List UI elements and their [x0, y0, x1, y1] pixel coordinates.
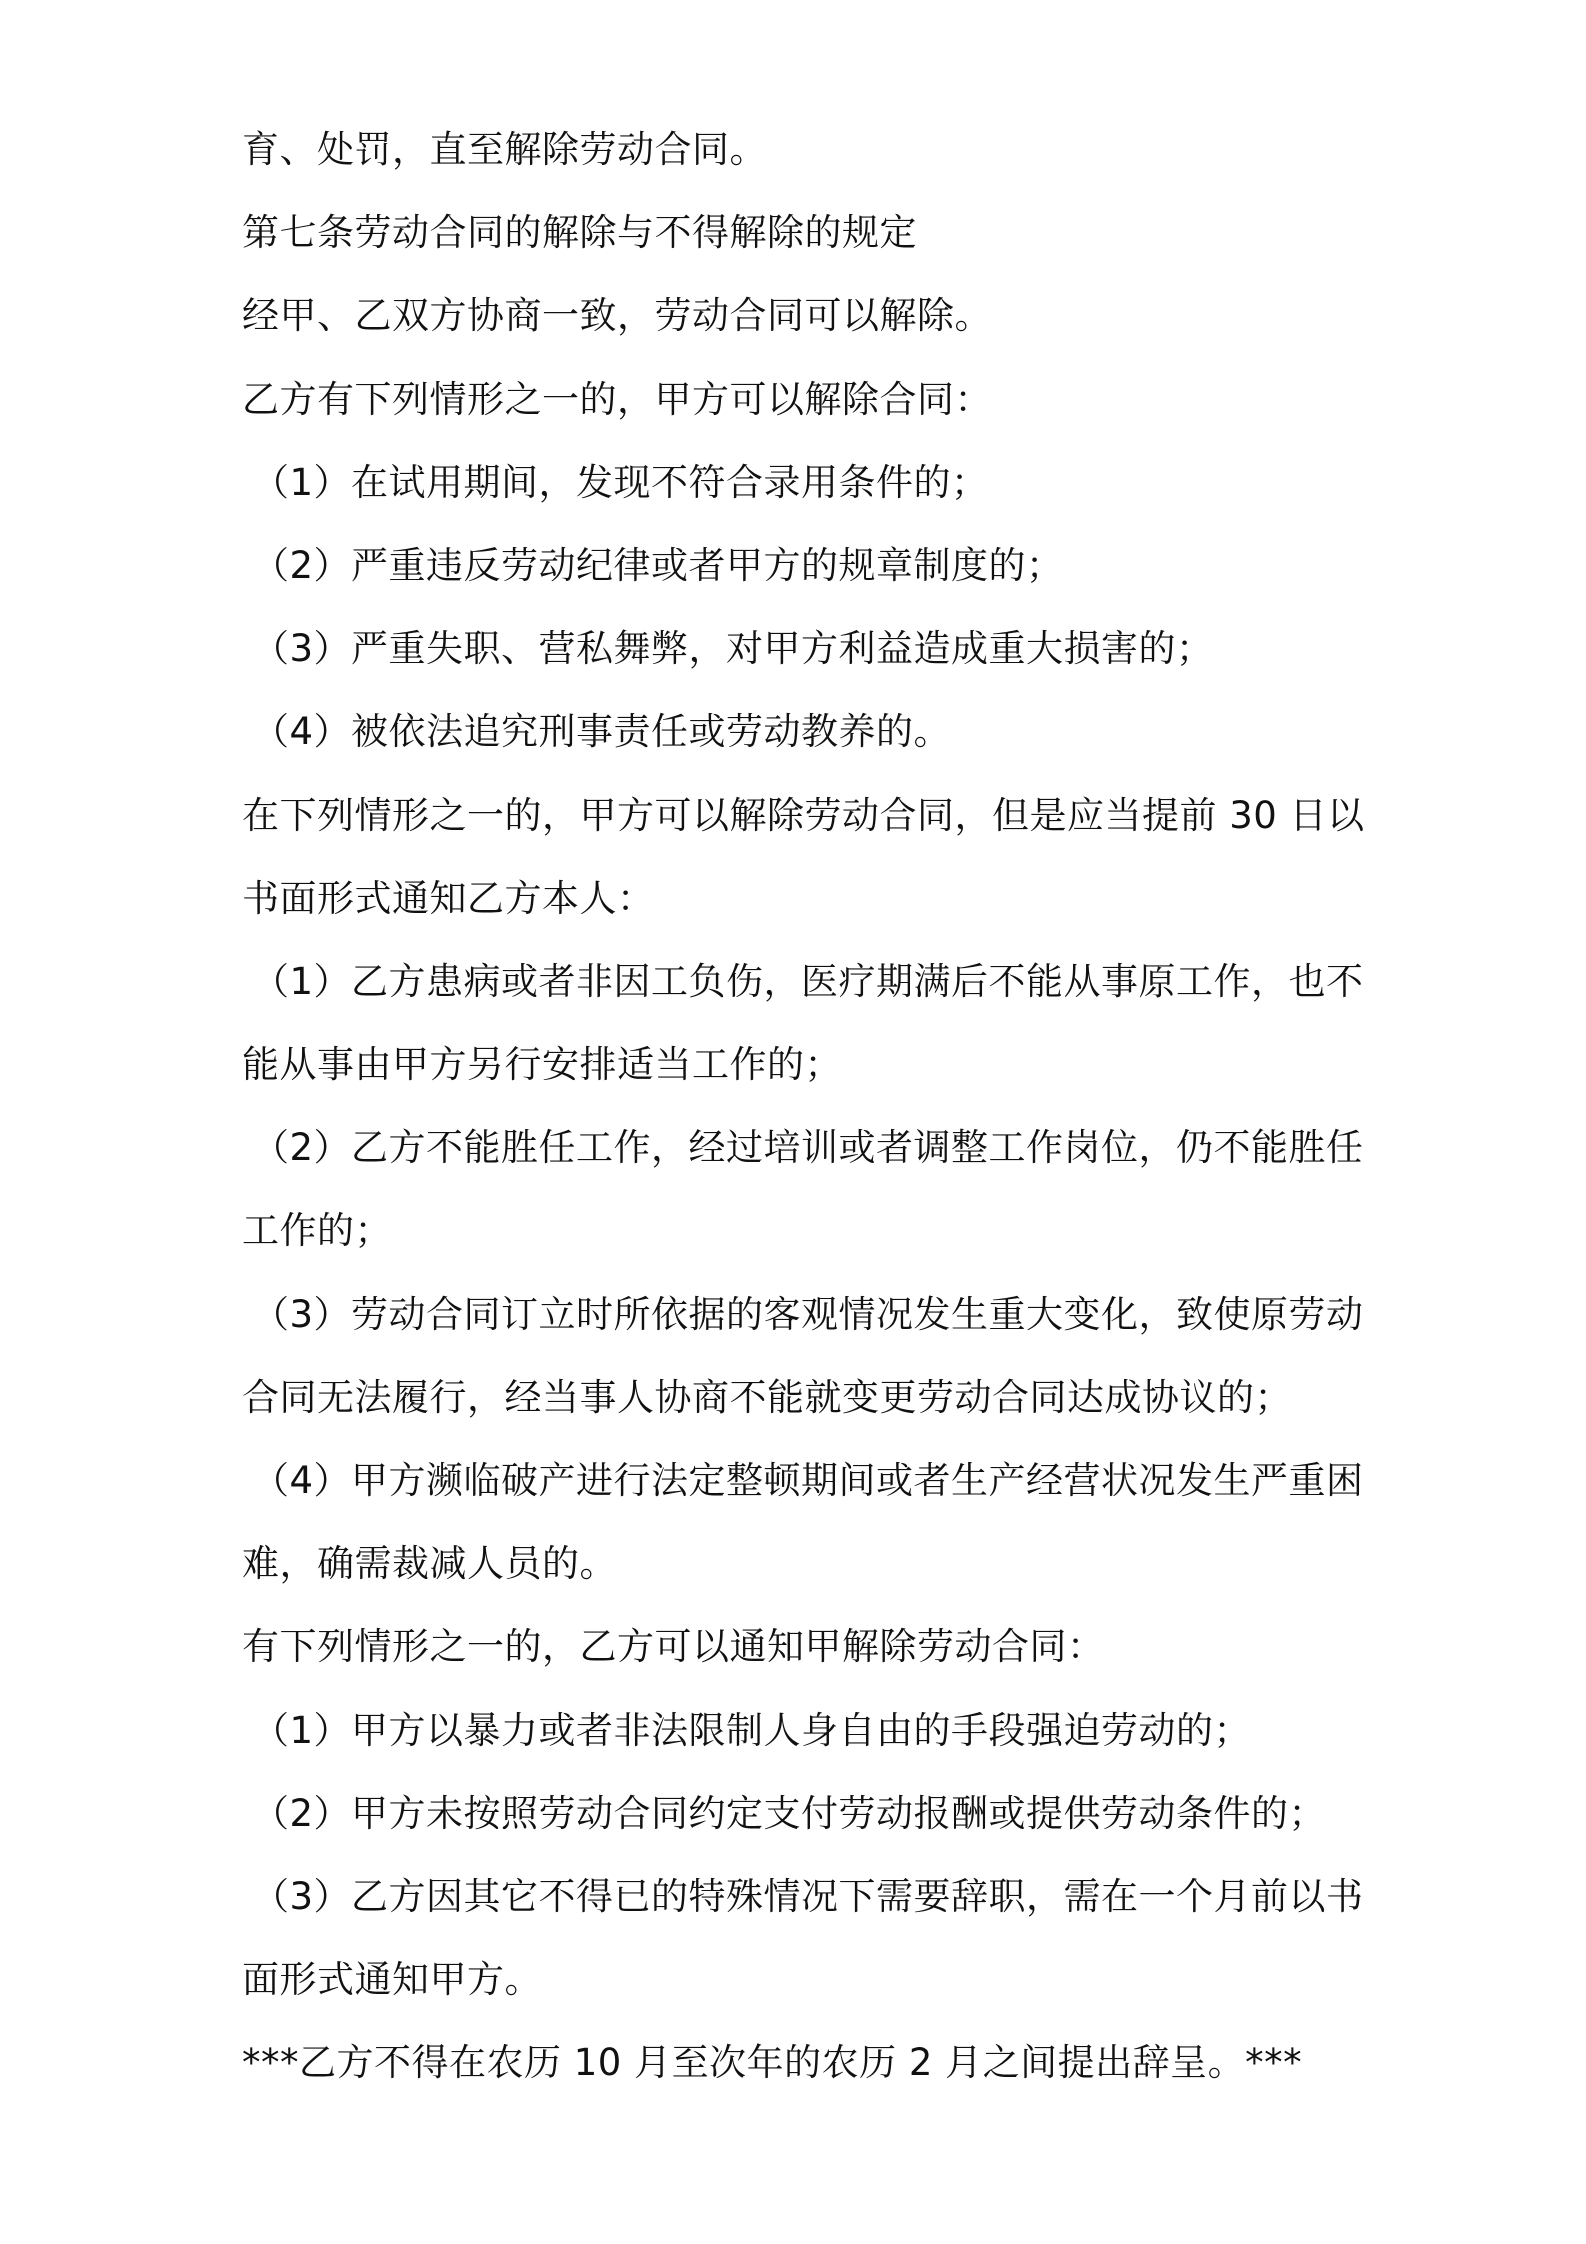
article-heading: 第七条劳动合同的解除与不得解除的规定 [242, 211, 917, 255]
text-line: 育、处罚，直至解除劳动合同。 [242, 128, 767, 171]
list-item: （2）甲方未按照劳动合同约定支付劳动报酬或提供劳动条件的； [252, 1791, 1327, 1835]
list-item: （4）被依法追究刑事责任或劳动教养的。 [252, 710, 952, 754]
text-line: 难，确需裁减人员的。 [242, 1542, 617, 1586]
list-item: （1）在试用期间，发现不符合录用条件的； [252, 460, 989, 504]
list-item: （1）甲方以暴力或者非法限制人身自由的手段强迫劳动的； [252, 1708, 1252, 1752]
text-line: 工作的； [242, 1209, 392, 1253]
list-item: （3）劳动合同订立时所依据的客观情况发生重大变化，致使原劳动 [252, 1292, 1364, 1336]
list-item: （1）乙方患病或者非因工负伤，医疗期满后不能从事原工作，也不 [252, 959, 1364, 1003]
document-body [242, 108, 1365, 2105]
list-item: （4）甲方濒临破产进行法定整顿期间或者生产经营状况发生严重困 [252, 1459, 1364, 1502]
text-line: 合同无法履行，经当事人协商不能就变更劳动合同达成协议的； [242, 1375, 1292, 1419]
text-line: 经甲、乙双方协商一致，劳动合同可以解除。 [242, 294, 992, 338]
list-item: （2）严重违反劳动纪律或者甲方的规章制度的； [252, 543, 1064, 587]
note-line: ***乙方不得在农历 10 月至次年的农历 2 月之间提出辞呈。*** [242, 2041, 1303, 2085]
text-line: 面形式通知甲方。 [242, 1958, 542, 2002]
list-item: （3）乙方因其它不得已的特殊情况下需要辞职，需在一个月前以书 [252, 1874, 1364, 1918]
text-line: 在下列情形之一的，甲方可以解除劳动合同，但是应当提前 30 日以 [242, 793, 1365, 837]
list-item: （3）严重失职、营私舞弊，对甲方利益造成重大损害的； [252, 627, 1214, 671]
text-line: 有下列情形之一的，乙方可以通知甲解除劳动合同： [242, 1625, 1105, 1669]
list-item: （2）乙方不能胜任工作，经过培训或者调整工作岗位，仍不能胜任 [252, 1126, 1364, 1170]
text-line: 能从事由甲方另行安排适当工作的； [242, 1043, 842, 1087]
text-line: 乙方有下列情形之一的，甲方可以解除合同： [242, 377, 992, 421]
text-line: 书面形式通知乙方本人： [242, 876, 655, 920]
